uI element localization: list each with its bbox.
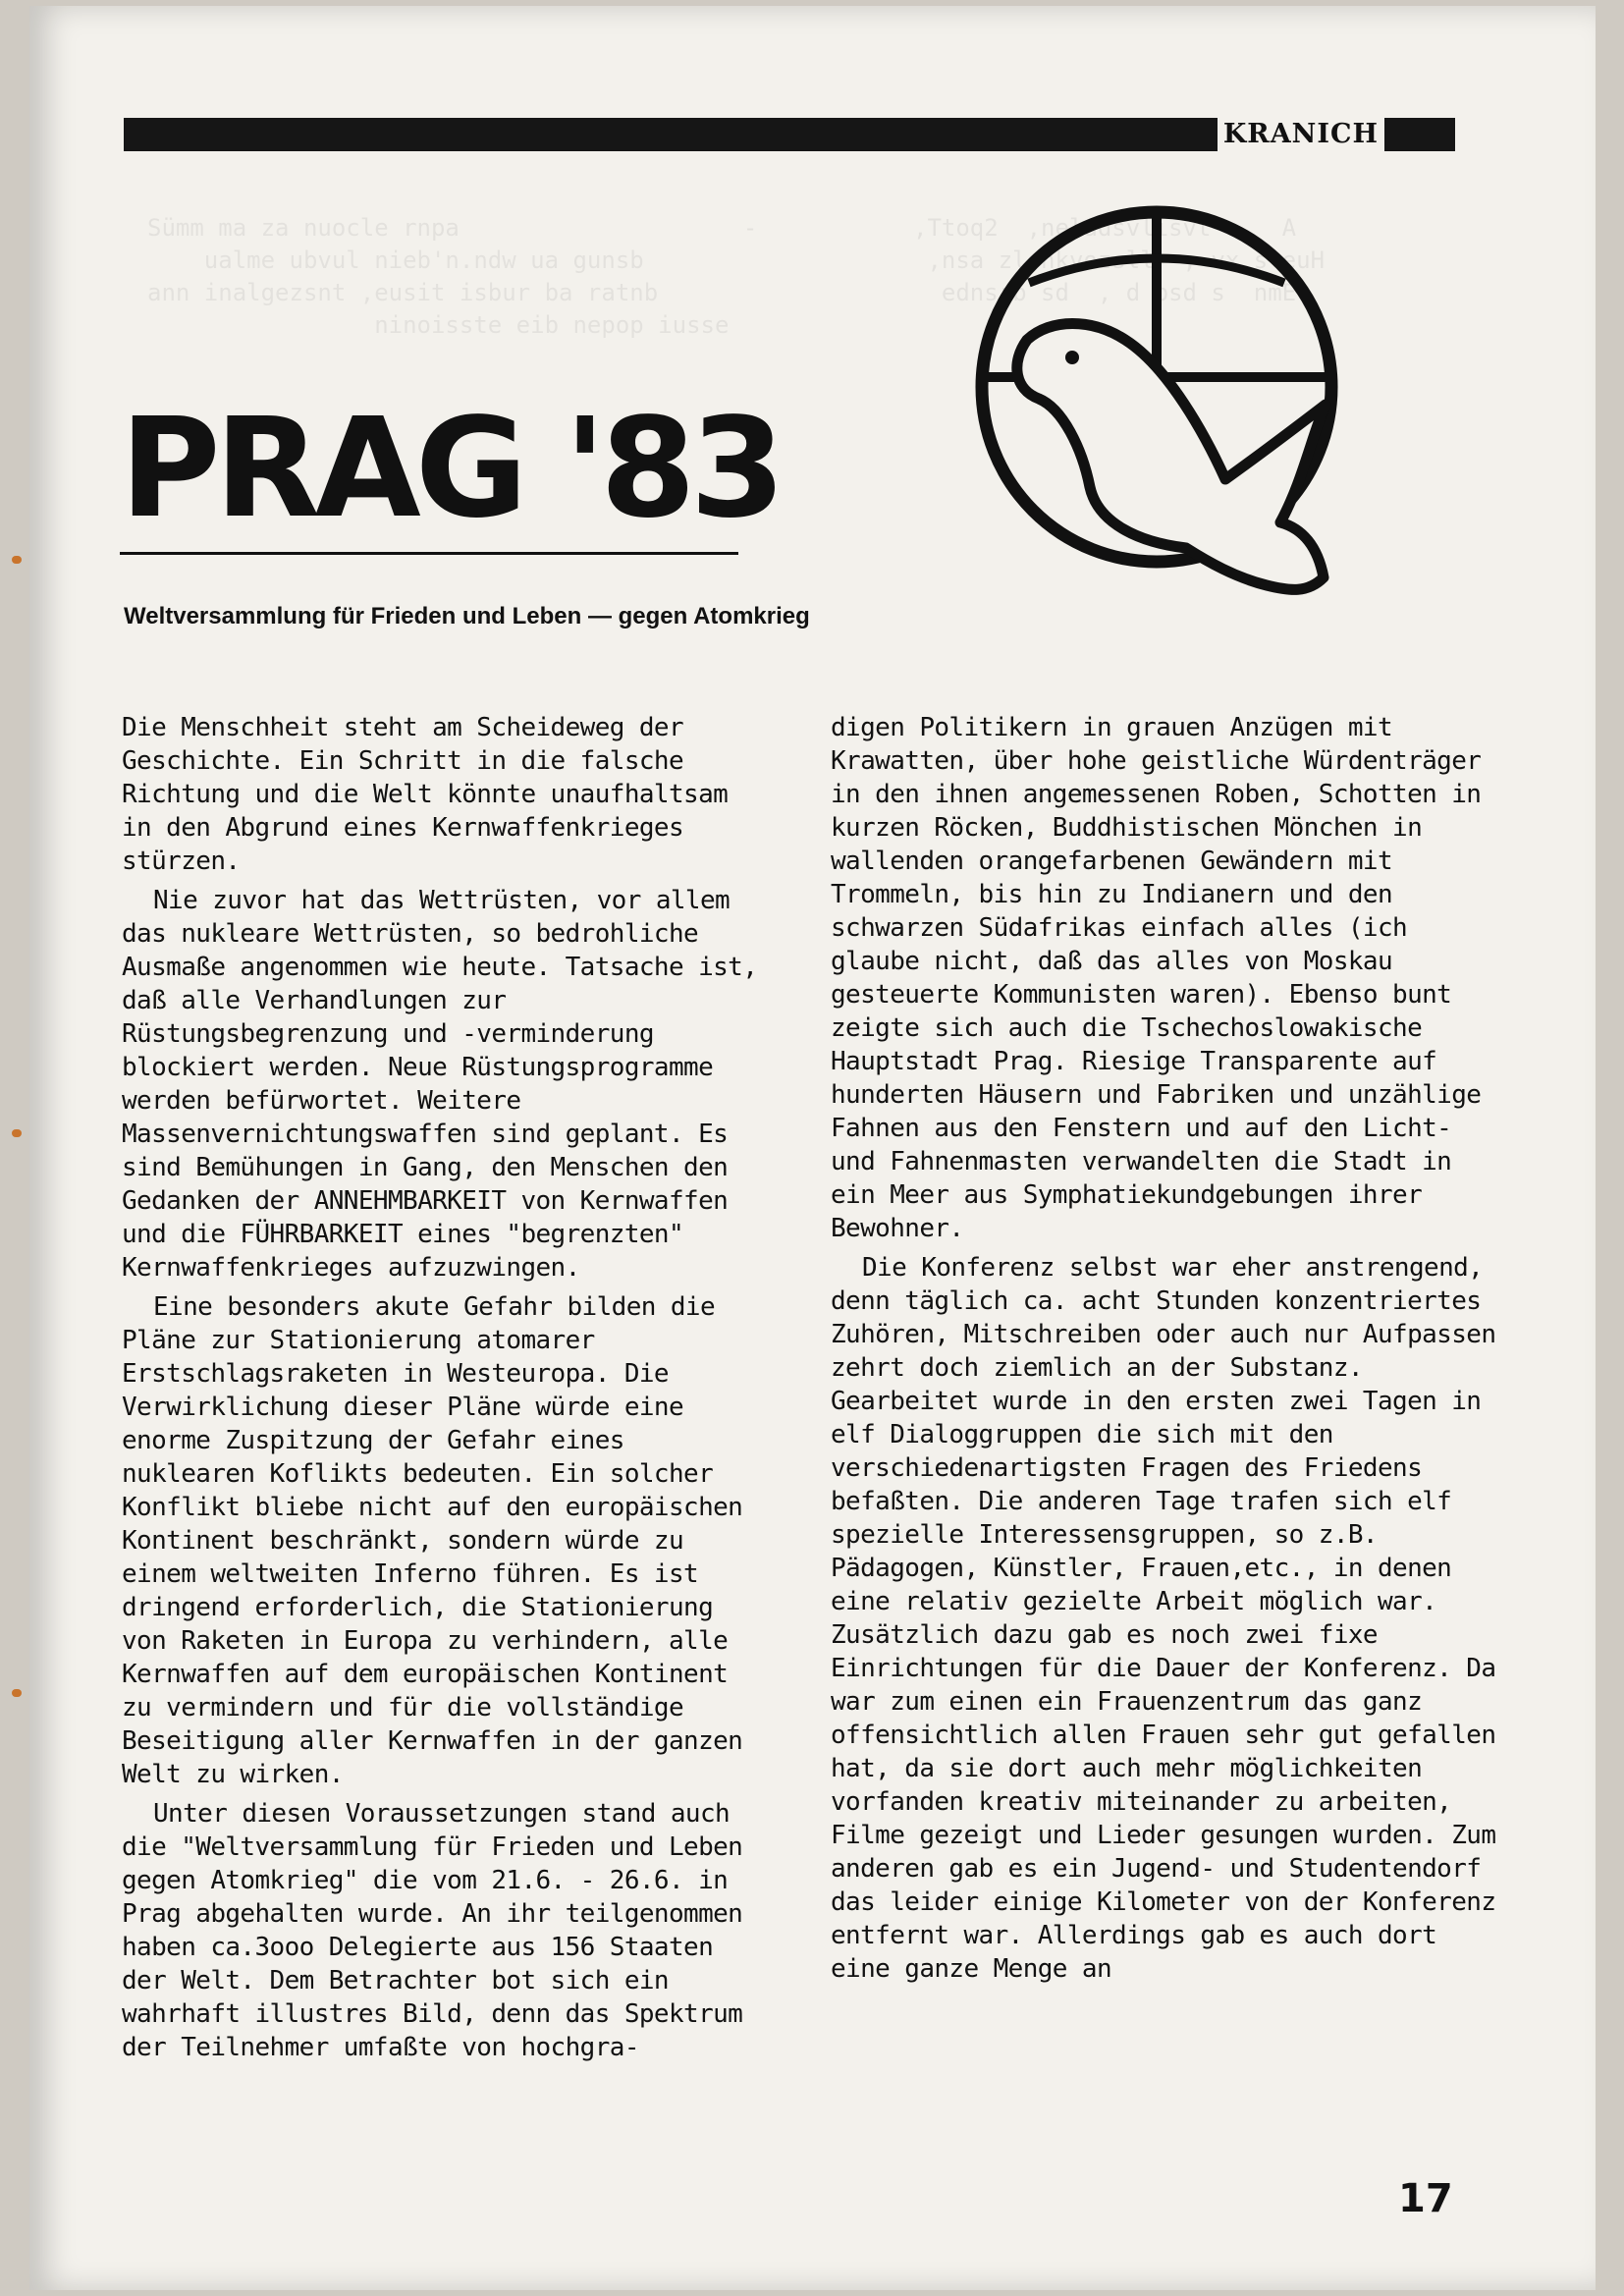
article-title: PRAG '83 (120, 389, 781, 549)
paragraph: digen Politikern in grauen Anzügen mit Krawatten, über hohe geistliche Würdenträger in den ihnen angemessenen Roben, Schotten in kurzen Röcken, Buddhistischen Mönchen in wallenden orangefarbenen Gewändern mit Trommeln, bis hin zu Indianern und den schwarzen Südafrikas einfach alles (ich glaube nicht, daß das alles von Moskau gesteuerte Kommunisten waren). Ebenso bunt zeigte sich auch die Tschechoslowakische Hauptstadt Prag. Riesige Transparente auf hunderten Häusern und Fabriken und unzählige Fahnen aus den Fenstern und auf den Licht- und Fahnenmasten verwandelten die Stadt in ein Meer aus Symphatiekundgebungen ihrer Bewohner. (831, 713, 1482, 1243)
title-underline (120, 552, 738, 555)
paragraph: Nie zuvor hat das Wettrüsten, vor allem das nukleare Wettrüsten, so bedrohliche Ausmaße angenommen wie heute. Tatsache ist, daß alle Verhandlungen zur Rüstungsbegrenzung und -verminderung blockiert werden. Neue Rüstungsprogramme werden befürwortet. Weitere Massenvernichtungswaffen sind geplant. Es sind Bemühungen in Gang, den Menschen den Gedanken der ANNEHMBARKEIT von Kernwaffen und die FÜHRBARKEIT eines "begrenzten" Kernwaffenkrieges aufzuzwingen. (122, 886, 758, 1283)
magazine-name: KRANICH (1218, 118, 1384, 151)
paragraph: Unter diesen Voraussetzungen stand auch die "Weltversammlung für Frieden und Leben gegen Atomkrieg" die vom 21.6. - 26.6. in Prag abgehalten wurde. An ihr teilgenommen haben ca.3ooo Delegierte aus 156 Staaten der Welt. Dem Betrachter bot sich ein wahrhaft illustres Bild, denn das Spektrum der Teilnehmer umfaßte von hochgra- (122, 1799, 743, 2062)
binding-mark (12, 556, 22, 564)
paragraph: Die Menschheit steht am Scheideweg der Geschichte. Ein Schritt in die falsche Richtung und die Welt könnte unaufhaltsam in den Abgrund eines Kernwaffenkrieges stürzen. (122, 713, 729, 876)
paragraph: Die Konferenz selbst war eher anstrengend, denn täglich ca. acht Stunden konzentriertes Zuhören, Mitschreiben oder auch nur Aufpassen zehrt doch ziemlich an der Substanz. Gearbeitet wurde in den ersten zwei Tagen in elf Dialoggruppen die sich mit den verschiedenartigsten Fragen des Friedens befaßten. Die anderen Tage trafen sich elf spezielle Interessensgruppen, so z.B. Pädagogen, Künstler, Frauen,etc., in denen eine relativ gezielte Arbeit möglich war. Zusätzlich dazu gab es noch zwei fixe Einrichtungen für die Dauer der Konferenz. Da war zum einen ein Frauenzentrum das ganz offensichtlich allen Frauen sehr gut gefallen hat, da sie dort auch mehr möglichkeiten vorfanden kreativ miteinander zu arbeiten, Filme gezeigt und Lieder gesungen wurden. Zum anderen gab es ein Jugend- und Studentendorf das leider einige Kilometer von der Konferenz entfernt war. Allerdings gab es auch dort eine ganze Menge an (831, 1253, 1496, 1984)
paragraph: Eine besonders akute Gefahr bilden die Pläne zur Stationierung atomarer Erstschlagsraketen in Westeuropa. Die Verwirklichung dieser Pläne würde eine enorme Zuspitzung der Gefahr eines nuklearen Koflikts bedeuten. Ein solcher Konflikt bliebe nicht auf den europäischen Kontinent beschränkt, sondern würde zu einem weltweiten Inferno führen. Es ist dringend erforderlich, die Stationierung von Raketen in Europa zu verhindern, alle Kernwaffen auf dem europäischen Kontinent zu vermindern und für die vollständige Beseitigung aller Kernwaffen in der ganzen Welt zu wirken. (122, 1292, 743, 1789)
article-column-right (831, 711, 1508, 1992)
show-through-text-right: ,Ttoq2 ,neladsvlisvt A ,nsa zlonkvozsll , vx sleuH ednsrb sd , d bsd s nmE (913, 214, 1326, 306)
binding-mark (12, 1129, 22, 1137)
masthead-bar (124, 118, 1455, 151)
article-column-left (122, 711, 770, 2070)
show-through-text-left: Sümm ma za nuocle rnpa - ualme ubvul nieb'n.ndw ua gunsb ann inalgezsnt ,eusit isbur ba ratnb ninoisste eib nepop iusse (147, 214, 758, 339)
article-subtitle: Weltversammlung für Frieden und Leben — gegen Atomkrieg (124, 603, 810, 629)
binding-mark (12, 1689, 22, 1697)
page-number: 17 (1398, 2176, 1453, 2221)
globe-with-dove-icon (968, 202, 1390, 625)
magazine-page (29, 6, 1596, 2290)
